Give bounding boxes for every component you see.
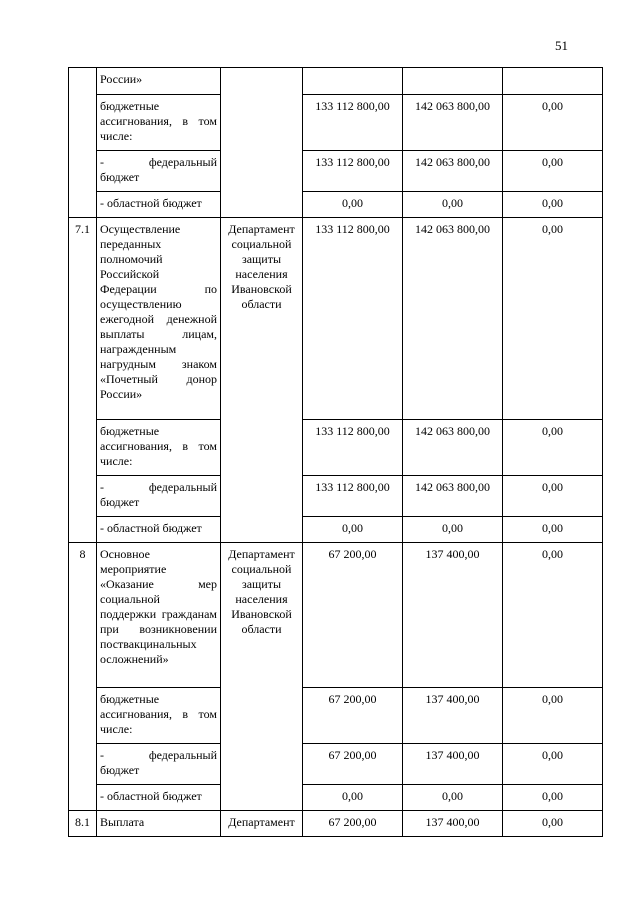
value-cell: 133 112 800,00: [303, 151, 403, 192]
value-cell: 0,00: [503, 785, 603, 811]
value-cell: 0,00: [503, 218, 603, 420]
row-name: России»: [97, 68, 221, 95]
value-cell: 67 200,00: [303, 688, 403, 744]
federal-label: - федеральный бюджет: [97, 151, 221, 192]
value-cell: 0,00: [503, 420, 603, 476]
value-cell: 137 400,00: [403, 688, 503, 744]
value-cell: 0,00: [503, 543, 603, 688]
regional-label: - областной бюджет: [97, 785, 221, 811]
row-name: Осуществление переданных полномочий Российской Федерации по осуществлению ежегодной денежной выплаты лицам, награжденным нагрудным знаком «Почетный донор России»: [97, 218, 221, 420]
row-number: 8.1: [69, 811, 97, 837]
value-cell: 0,00: [403, 785, 503, 811]
value-cell: 0,00: [503, 95, 603, 151]
budget-table: [68, 67, 603, 837]
federal-label: - федеральный бюджет: [97, 476, 221, 517]
row-name: Основное мероприятие «Оказание мер социальной поддержки гражданам при возникновении поствакцинальных осложнений»: [97, 543, 221, 688]
federal-label: - федеральный бюджет: [97, 744, 221, 785]
value-cell: 0,00: [303, 785, 403, 811]
regional-label: - областной бюджет: [97, 192, 221, 218]
value-cell: 133 112 800,00: [303, 95, 403, 151]
budget-label: бюджетные ассигнования, в том числе:: [97, 420, 221, 476]
value-cell: 133 112 800,00: [303, 218, 403, 420]
table-cell: [503, 68, 603, 95]
value-cell: 142 063 800,00: [403, 95, 503, 151]
value-cell: 0,00: [503, 151, 603, 192]
table-row: [69, 517, 603, 543]
value-cell: 133 112 800,00: [303, 420, 403, 476]
value-cell: 0,00: [403, 192, 503, 218]
value-cell: 137 400,00: [403, 543, 503, 688]
row-executor: [221, 68, 303, 218]
value-cell: 0,00: [503, 811, 603, 837]
value-cell: 0,00: [503, 688, 603, 744]
value-cell: 0,00: [503, 476, 603, 517]
regional-label: - областной бюджет: [97, 517, 221, 543]
table-row: [69, 68, 603, 95]
row-number: 7.1: [69, 218, 97, 543]
value-cell: 0,00: [303, 192, 403, 218]
table-row: [69, 543, 603, 688]
table-cell: [403, 68, 503, 95]
value-cell: 142 063 800,00: [403, 420, 503, 476]
table-row: [69, 192, 603, 218]
value-cell: 133 112 800,00: [303, 476, 403, 517]
page-number: 51: [555, 38, 568, 53]
value-cell: 137 400,00: [403, 744, 503, 785]
value-cell: 0,00: [503, 517, 603, 543]
value-cell: 142 063 800,00: [403, 218, 503, 420]
table-row: [69, 476, 603, 517]
row-number: [69, 68, 97, 218]
value-cell: 0,00: [503, 744, 603, 785]
value-cell: 67 200,00: [303, 744, 403, 785]
value-cell: 67 200,00: [303, 811, 403, 837]
value-cell: 0,00: [503, 192, 603, 218]
table-row: [69, 95, 603, 151]
value-cell: 0,00: [403, 517, 503, 543]
table-row: [69, 420, 603, 476]
value-cell: 142 063 800,00: [403, 476, 503, 517]
table-row: [69, 811, 603, 837]
value-cell: 67 200,00: [303, 543, 403, 688]
table-row: [69, 218, 603, 420]
row-executor: Департамент социальной защиты населения Ивановской области: [221, 218, 303, 543]
table-row: [69, 688, 603, 744]
table-cell: [303, 68, 403, 95]
value-cell: 142 063 800,00: [403, 151, 503, 192]
row-number: 8: [69, 543, 97, 811]
table-row: [69, 744, 603, 785]
row-executor: Департамент: [221, 811, 303, 837]
table-row: [69, 151, 603, 192]
budget-label: бюджетные ассигнования, в том числе:: [97, 95, 221, 151]
row-executor: Департамент социальной защиты населения Ивановской области: [221, 543, 303, 811]
table-row: [69, 785, 603, 811]
value-cell: 0,00: [303, 517, 403, 543]
budget-label: бюджетные ассигнования, в том числе:: [97, 688, 221, 744]
value-cell: 137 400,00: [403, 811, 503, 837]
row-name: Выплата: [97, 811, 221, 837]
